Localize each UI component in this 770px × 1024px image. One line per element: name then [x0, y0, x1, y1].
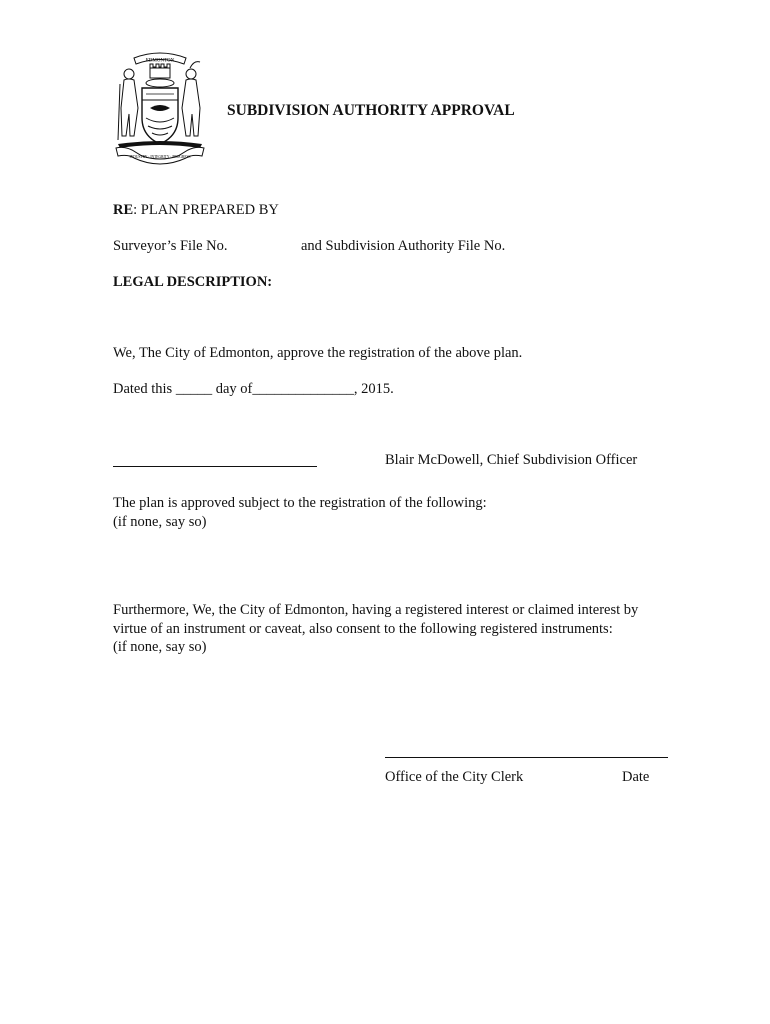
document-title: SUBDIVISION AUTHORITY APPROVAL: [227, 102, 515, 119]
subject-to-paragraph: [113, 494, 487, 531]
re-label: RE: [113, 202, 134, 218]
signature-line-officer: [113, 466, 317, 467]
consent-line-3: (if none, say so): [113, 639, 207, 655]
svg-text:INDUSTRY · INTEGRITY · PROGRES: INDUSTRY · INTEGRITY · PROGRESS: [129, 155, 191, 159]
legal-description-label: LEGAL DESCRIPTION:: [113, 274, 273, 290]
re-line: [113, 202, 279, 219]
approval-statement: We, The City of Edmonton, approve the registration of the above plan.: [113, 345, 523, 361]
signature-line-clerk: [385, 757, 668, 758]
authority-file-label: and Subdivision Authority File No.: [301, 238, 506, 254]
subject-to-line-1: The plan is approved subject to the registration of the following:: [113, 495, 487, 511]
city-clerk-label: Office of the City Clerk: [385, 769, 524, 785]
city-crest-logo: [112, 48, 208, 166]
chief-subdivision-officer: Blair McDowell, Chief Subdivision Officer: [385, 452, 638, 468]
surveyor-file-label: Surveyor’s File No.: [113, 238, 228, 254]
date-label: Date: [622, 769, 650, 785]
dated-line: Dated this _____ day of______________, 2015.: [113, 381, 394, 397]
consent-paragraph: [113, 601, 638, 657]
re-text: : PLAN PREPARED BY: [133, 202, 279, 218]
consent-line-1: Furthermore, We, the City of Edmonton, having a registered interest or claimed interest by: [113, 602, 639, 618]
svg-text:EDMONTON: EDMONTON: [145, 58, 175, 64]
subject-to-line-2: (if none, say so): [113, 513, 207, 530]
consent-line-2: virtue of an instrument or caveat, also consent to the following registered instruments:: [113, 620, 613, 637]
